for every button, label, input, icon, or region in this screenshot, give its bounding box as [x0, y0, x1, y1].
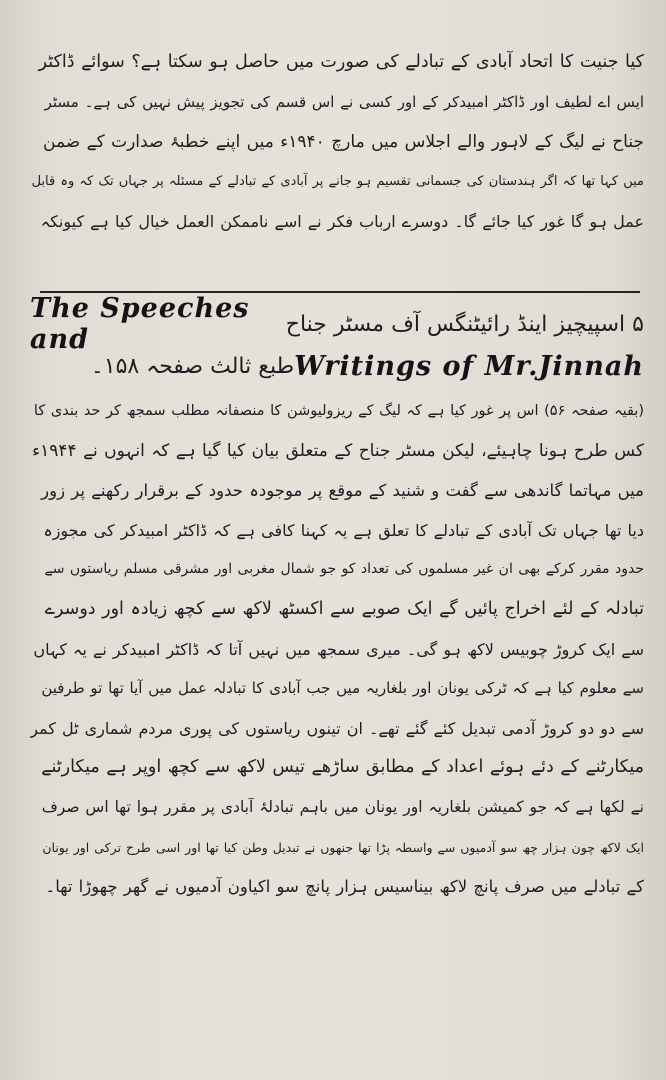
footnote-line-1: [30, 293, 644, 355]
text-line: سے دو دو کروڑ آدمی تبدیل کئے گئے تھے۔ ان تینوں ریاستوں کی پوری مردم شماری ٹل کمر: [30, 718, 644, 738]
footnote-marker: ۵: [632, 311, 644, 337]
footnote-edition: طبع ثالث صفحہ ۱۵۸۔: [90, 353, 295, 379]
footnote-line-2: [30, 346, 644, 386]
footnote-english-title-2: Writings of Mr.Jinnah: [294, 350, 644, 382]
text-line: ایس اے لطیف اور ڈاکٹر امبیدکر کے اور کسی نے اس قسم کی تجویز پیش نہیں کی ہے۔ مسٹر: [44, 93, 644, 111]
text-line: ایک لاکھ چون ہزار چھ سو آدمیوں سے واسطہ پڑا تھا جنھوں نے تبدیل وطن کیا تھا اور اسی طرح ترکی اور یونان: [42, 839, 644, 855]
text-line: تبادلہ کے لئے اخراج پائیں گے ایک صوبے سے اکسٹھ لاکھ سے کچھ زیادہ اور دوسرے: [44, 598, 644, 619]
text-line: میں کہا تھا کہ اگر ہندستان کی جسمانی تقسیم ہو جانے پر آبادی کے تبادلے کے مسئلہ پر جہاں تک کہ وہ قابل: [31, 174, 644, 189]
footnote-english-title: The Speeches and: [30, 293, 250, 355]
text-line: حدود مقرر کرکے بھی ان غیر مسلموں کی تعداد کو جو شمال مغربی اور مشرقی مسلم ریاستوں سے: [44, 561, 644, 578]
text-line: نے لکھا ہے کہ جو کمیشن بلغاریہ اور یونان میں باہم تبادلۂ آبادی پر مقرر ہوا تھا اس صرف: [41, 797, 644, 816]
footnote-urdu-title-text: اسپیچیز اینڈ رائیٹنگس آف مسٹر جناح: [285, 311, 626, 337]
text-line: (بقیہ صفحہ ۵۶) اس پر غور کیا ہے کہ لیگ کے ریزولیوشن کا منصفانہ مطلب سمجھ کر حد بندی کا: [33, 403, 644, 419]
footnote: [30, 293, 644, 388]
text-line: میں مہاتما گاندھی سے گفت و شنید کے موقع پر موجودہ حدود کے برقرار رکھنے پر زور: [41, 481, 644, 501]
text-line: سے ایک کروڑ چوبیس لاکھ ہو گی۔ میری سمجھ میں نہیں آتا کہ ڈاکٹر امبیدکر نے یہ کہاں: [33, 639, 644, 659]
body-paragraph: [30, 392, 644, 907]
text-line: سے معلوم کیا ہے کہ ٹرکی یونان اور بلغاریہ میں جب آبادی کا تبادلہ عمل میں آیا تھا تو طرفین: [41, 679, 644, 698]
text-line: جناح نے لیگ کے لاہور والے اجلاس میں مارچ ۱۹۴۰ء میں اپنے خطبۂ صدارت کے ضمن: [43, 132, 644, 152]
text-line: کیا جنیت کا اتحاد آبادی کے تبادلے کی صورت میں حاصل ہو سکتا ہے؟ سوائے ڈاکٹر: [38, 52, 644, 72]
top-paragraph: [30, 42, 644, 242]
text-line: کے تبادلے میں صرف پانچ لاکھ بیناسیس ہزار پانچ سو اکیاون آدمیوں نے گھر چھوڑا تھا۔: [45, 877, 644, 897]
text-line: دیا تھا جہاں تک آبادی کے تبادلے کا تعلق ہے یہ کہنا کافی ہے کہ ڈاکٹر امبیدکر کی مجوزہ: [43, 520, 644, 540]
footnote-urdu-title: [286, 312, 644, 337]
text-line: کس طرح ہونا چاہیئے، لیکن مسٹر جناح کے متعلق بیان کیا گیا ہے کہ انہوں نے ۱۹۴۴ء: [32, 440, 644, 461]
text-line: عمل ہو گا غور کیا جائے گا۔ دوسرے ارباب فکر نے اسے ناممکن العمل خیال کیا ہے کیونکہ: [40, 212, 644, 231]
text-line: میکارٹنے کے دئے ہوئے اعداد کے مطابق ساڑھے تیس لاکھ سے کچھ اوپر ہے میکارٹنے: [41, 757, 644, 778]
